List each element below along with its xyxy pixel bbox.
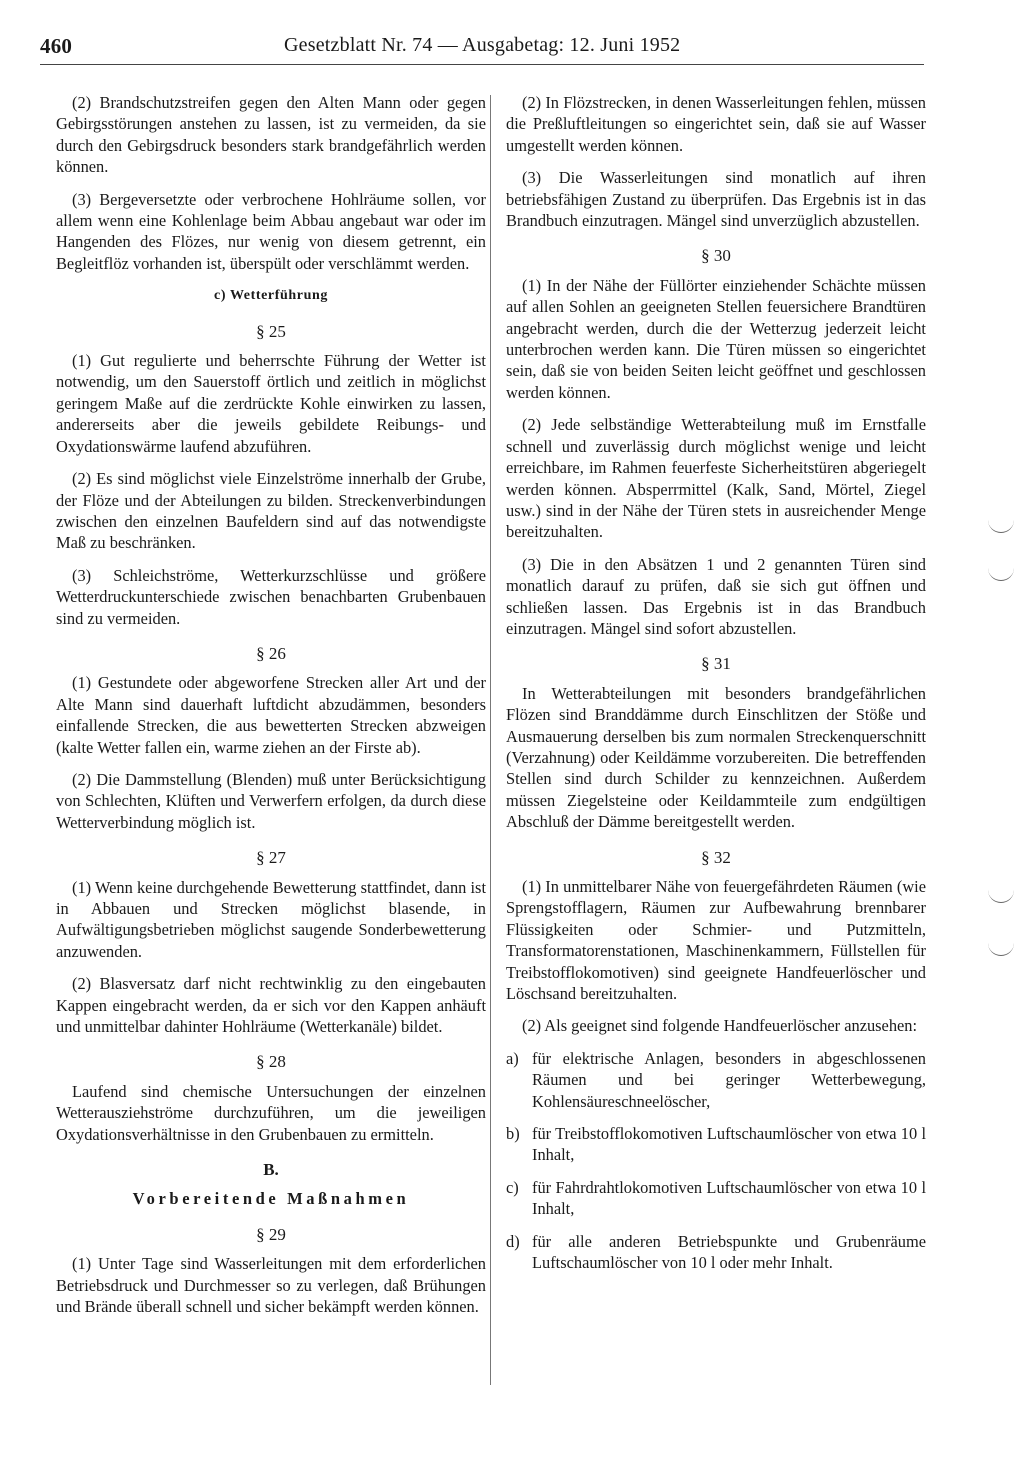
margin-mark [988, 568, 1014, 581]
section-heading: § 30 [701, 246, 731, 266]
list-marker: b) [506, 1124, 520, 1144]
paragraph: (3) Schleichströme, Wetterkurzschlüsse und größere Wetterdruckunterschiede zwischen benachbarten Grubenbauen sind zu vermeiden. [56, 565, 486, 628]
list-item [506, 1177, 926, 1220]
paragraph: (2) Es sind möglichst viele Einzelströme innerhalb der Grube, der Flöze und der Abteilungen zu bilden. Streckenverbindungen zwischen den einzelnen Baufeldern sind auf das notwendigste Maß zu beschränken. [56, 469, 486, 553]
list-text: für Fahrdrahtlokomotiven Luftschaumlöscher von etwa 10 l Inhalt, [532, 1177, 926, 1219]
paragraph: Laufend sind chemische Untersuchungen der einzelnen Wetterausziehströme durchzuführen, um die jeweiligen Oxydationsverhältnisse in den Grubenbauen zu ermitteln. [56, 1081, 486, 1144]
right-column [506, 92, 926, 1285]
subsection-heading: c) Wetterführung [214, 288, 328, 304]
paragraph: (2) Brandschutzstreifen gegen den Alten Mann oder gegen Gebirgsstörungen anstehen zu lassen, ist zu vermeiden, da sie durch den Gebirgsdruck besonders stark brandgefährlich werden können. [56, 93, 486, 177]
part-title: Vorbereitende Maßnahmen [132, 1189, 410, 1209]
section-heading: § 29 [256, 1224, 286, 1244]
margin-mark [988, 943, 1014, 956]
list-text: für Treibstofflokomotiven Luftschaumlöscher von etwa 10 l Inhalt, [532, 1124, 926, 1165]
section-heading: § 32 [701, 847, 731, 867]
paragraph: (2) Blasversatz darf nicht rechtwinklig zu den eingebauten Kappen eingebracht werden, da er sich vor den Kappen anhäuft und unmittelbar dahinter Hohlräume (Wetterkanäle) bildet. [56, 974, 486, 1037]
part-heading: B. [263, 1160, 279, 1180]
list-item [506, 1123, 926, 1166]
paragraph: (1) In der Nähe der Füllörter einziehender Schächte müssen auf allen Sohlen an geeigneten Stellen feuersichere Brandtüren angebracht werden, durch die der Wetterzug jederzeit leicht unterbrochen werden kann. Die Türen müssen so eingerichtet sein, daß sie von beiden Seiten leicht geöffnet und geschlossen werden können. [506, 275, 926, 402]
margin-mark [988, 890, 1014, 903]
paragraph: (1) Wenn keine durchgehende Bewetterung stattfindet, dann ist in Abbauen und Strecken möglichst blasende, in Aufwältigungsbetrieben möglichst saugende Sonderbewetterung anzuwenden. [56, 877, 486, 961]
section-heading: § 31 [701, 654, 731, 674]
list-marker: a) [506, 1048, 519, 1068]
header-title: Gesetzblatt Nr. 74 — Ausgabetag: 12. Juni 1952 [284, 34, 681, 56]
paragraph: (2) Jede selbständige Wetterabteilung muß im Ernstfalle schnell und zuverlässig durch möglichst wenige und leicht erreichbare, im Rahmen feuerfeste Sicherheitstüren abgeriegelt werden können. Absperrmittel (Kalk, Sand, Mörtel, Ziegel usw.) sind in der Nähe der Türen stets in ausreichender Menge bereitzuhalten. [506, 415, 926, 542]
paragraph: (1) In unmittelbarer Nähe von feuergefährdeten Räumen (wie Sprengstofflagern, Räumen zur Aufbewahrung brennbarer Flüssigkeiten oder Schmier- und Putzmitteln, Transformatorenstationen, Maschinenkammern, Füllstellen für Treibstofflokomotiven) sind geeignete Handfeuerlöscher und Löschsand bereitzuhalten. [506, 877, 926, 1004]
paragraph: (3) Die Wasserleitungen sind monatlich auf ihren betriebsfähigen Zustand zu überprüfen. Das Ergebnis ist in das Brandbuch einzutragen. Mängel sind unverzüglich abzustellen. [506, 168, 926, 231]
list-text: für alle anderen Betriebspunkte und Grubenräume Luftschaumlöscher von 10 l oder mehr Inhalt. [532, 1231, 926, 1273]
list-marker: d) [506, 1231, 520, 1251]
paragraph: (3) Bergeversetzte oder verbrochene Hohlräume sollen, vor allem wenn eine Kohlenlage beim Abbau angebaut war oder im Hangenden des Flözes, nur wenig von diesem getrennt, ein Begleitflöz vorhanden ist, überspült oder verschlämmt werden. [56, 189, 486, 273]
section-heading: § 25 [256, 321, 286, 341]
left-column [56, 92, 486, 1329]
list-marker: c) [506, 1177, 519, 1197]
margin-mark [988, 520, 1014, 533]
header-rule [40, 64, 924, 65]
page-number: 460 [40, 34, 73, 58]
section-heading: § 28 [256, 1052, 286, 1072]
paragraph: (3) Die in den Absätzen 1 und 2 genannten Türen sind monatlich darauf zu prüfen, daß sie sich gut öffnen und schließen lassen. Das Ergebnis ist in das Brandbuch einzutragen. Mängel sind sofort abzustellen. [506, 554, 926, 638]
section-heading: § 27 [256, 848, 286, 868]
paragraph: (1) Gestundete oder abgeworfene Strecken aller Art und der Alte Mann sind dauerhaft luftdicht abzudämmen, besonders einfallende Strecken, die aus bewetterten Strecken abzweigen (kalte Wetter fallen ein, warme ziehen an der Firste ab). [56, 673, 486, 757]
section-heading: § 26 [256, 643, 286, 663]
paragraph: (1) Unter Tage sind Wasserleitungen mit dem erforderlichen Betriebsdruck und Durchmesser so zu verlegen, daß Brühungen und Brände überall schnell und sicher bekämpft werden können. [56, 1254, 486, 1317]
page-header [40, 34, 680, 64]
paragraph: In Wetterabteilungen mit besonders brandgefährlichen Flözen sind Branddämme durch Einschlitzen der Stöße und Ausmauerung derselben bis zum normalen Streckenquerschnitt (Verzahnung) oder Keildämme vorzubereiten. Die betreffenden Stellen sind durch Schilder zu kennzeichnen. Außerdem müssen Ziegelsteine oder Keildammteile zum endgültigen Abschluß der Dämme bereitgestellt werden. [506, 683, 926, 832]
column-divider [490, 95, 491, 1385]
list-text: für elektrische Anlagen, besonders in abgeschlossenen Räumen und bei geringer Wetterbewegung, Kohlensäureschneelöscher, [532, 1048, 926, 1111]
paragraph: (2) Die Dammstellung (Blenden) muß unter Berücksichtigung von Schlechten, Klüften und Verwerfern erfolgen, da durch diese Wetterverbindung möglich ist. [56, 769, 486, 832]
paragraph: (1) Gut regulierte und beherrschte Führung der Wetter ist notwendig, um den Sauerstoff örtlich und zeitlich in möglichst geringem Maße auf die zerdrückte Kohle einwirken zu lassen, andererseits aber die jeweils gebildete Reibungs- und Oxydationswärme laufend abzuführen. [56, 351, 486, 456]
paragraph: (2) Als geeignet sind folgende Handfeuerlöscher anzusehen: [522, 1016, 918, 1036]
paragraph: (2) In Flözstrecken, in denen Wasserleitungen fehlen, müssen die Preßluftleitungen so eingerichtet sein, daß sie auf Wasser umgestellt werden können. [506, 93, 926, 155]
list-item [506, 1048, 926, 1112]
list-item [506, 1231, 926, 1274]
